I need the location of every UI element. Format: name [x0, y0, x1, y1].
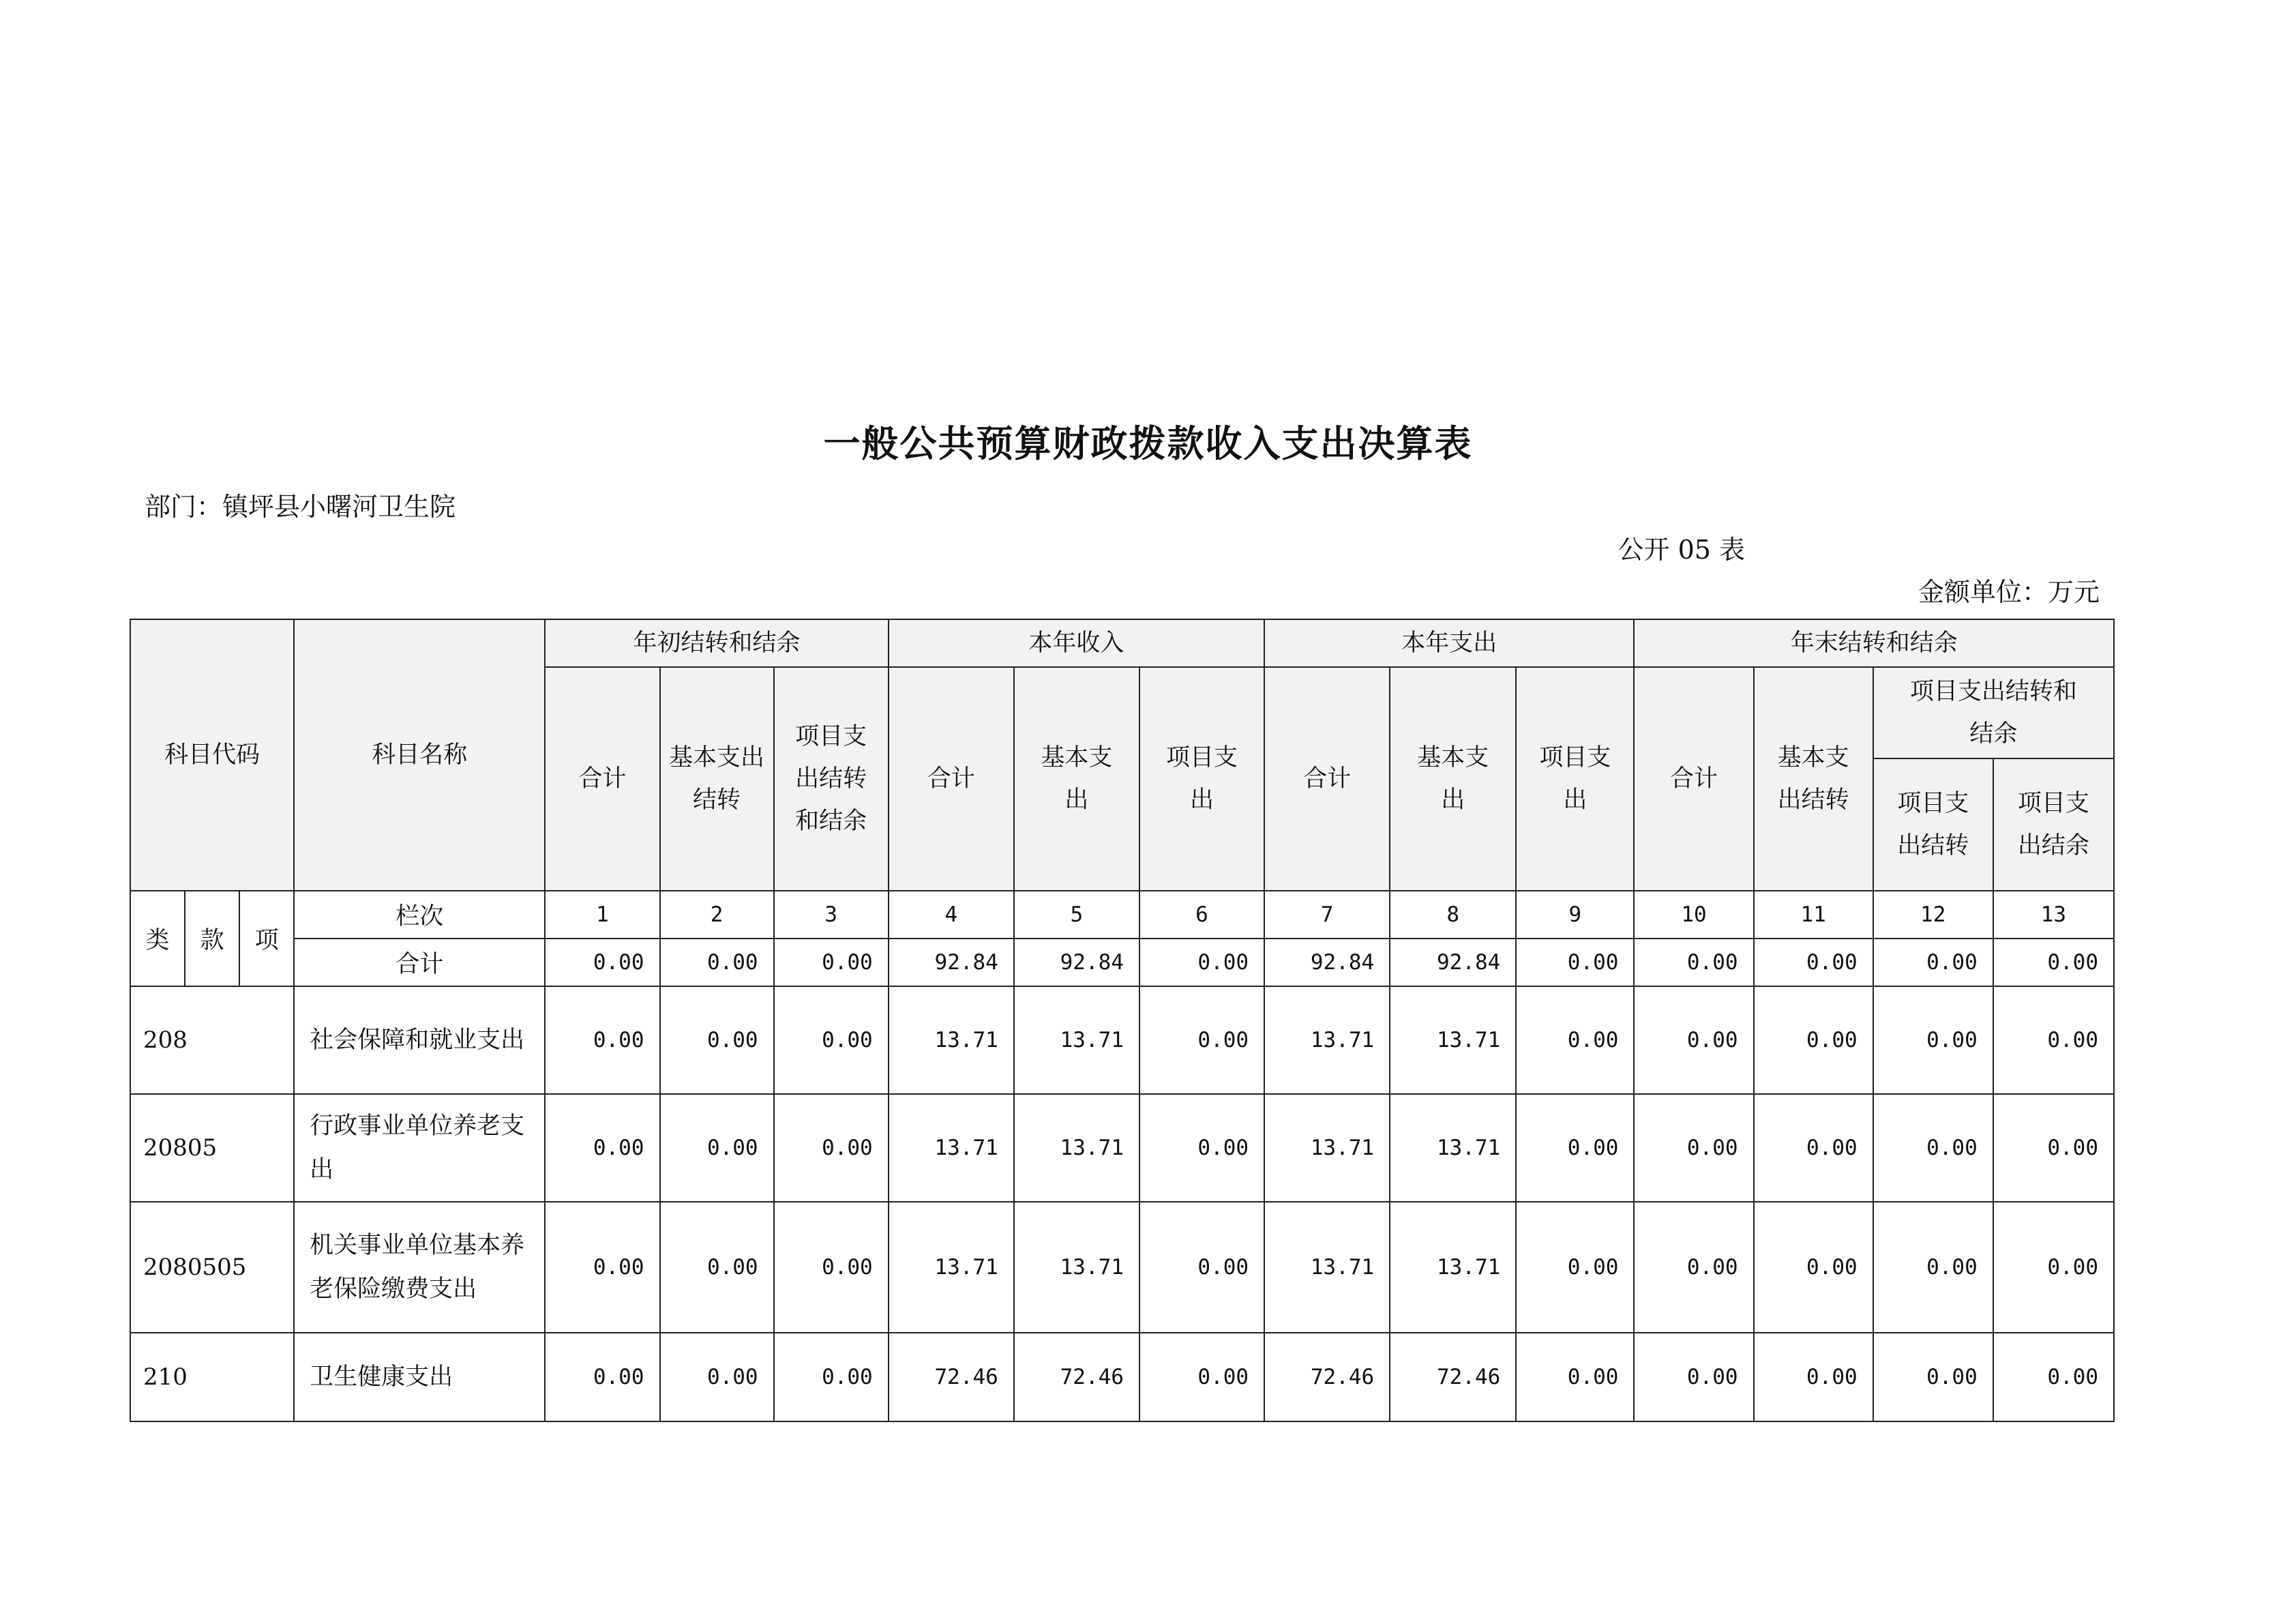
- cell-value: 0.00: [1516, 986, 1634, 1094]
- cell-value: 0.00: [1754, 1202, 1873, 1333]
- cell-value: 0.00: [1993, 1333, 2114, 1421]
- cell-value: 0.00: [774, 1333, 889, 1421]
- cell-value: 0.00: [545, 939, 659, 986]
- cell-value: 0.00: [660, 1094, 774, 1202]
- column-number: 11: [1754, 891, 1873, 939]
- subject-code: 210: [130, 1333, 294, 1421]
- header-subject-code: 科目代码: [130, 619, 294, 891]
- cell-value: 0.00: [660, 1333, 774, 1421]
- column-number: 9: [1516, 891, 1634, 939]
- cell-value: 0.00: [1873, 1094, 1993, 1202]
- cell-value: 0.00: [1139, 986, 1264, 1094]
- cell-value: 0.00: [1873, 1333, 1993, 1421]
- column-number: 12: [1873, 891, 1993, 939]
- header-project-expense: 项目支出: [1139, 667, 1264, 891]
- header-project-balance: 项目支出结余: [1993, 758, 2114, 891]
- subject-code: 208: [130, 986, 294, 1094]
- row-lanci-label: 栏次: [294, 891, 545, 939]
- cell-value: 13.71: [1014, 1094, 1139, 1202]
- header-total: 合计: [545, 667, 659, 891]
- cell-value: 0.00: [1873, 1202, 1993, 1333]
- column-number: 2: [660, 891, 774, 939]
- column-number: 6: [1139, 891, 1264, 939]
- cell-value: 92.84: [1390, 939, 1516, 986]
- header-kuan: 款: [185, 891, 239, 986]
- cell-value: 0.00: [1754, 1094, 1873, 1202]
- header-basic-carry: 基本支出结转: [660, 667, 774, 891]
- cell-value: 0.00: [545, 986, 659, 1094]
- table-row: [130, 1094, 2114, 1202]
- column-number: 4: [889, 891, 1014, 939]
- cell-value: 0.00: [660, 1202, 774, 1333]
- cell-value: 0.00: [1139, 1202, 1264, 1333]
- amount-unit: 金额单位：万元: [1918, 577, 2100, 607]
- cell-value: 0.00: [1516, 1202, 1634, 1333]
- cell-value: 13.71: [889, 986, 1014, 1094]
- header-project-carry-group: 项目支出结转和结余: [1873, 667, 2114, 758]
- cell-value: 72.46: [1390, 1333, 1516, 1421]
- cell-value: 0.00: [1993, 1094, 2114, 1202]
- column-number: 5: [1014, 891, 1139, 939]
- department-label: 部门：镇坪县小曙河卫生院: [145, 492, 456, 522]
- cell-value: 0.00: [1873, 939, 1993, 986]
- header-group-closing: 年末结转和结余: [1634, 619, 2114, 667]
- cell-value: 0.00: [1516, 939, 1634, 986]
- subject-name: 卫生健康支出: [294, 1333, 545, 1421]
- cell-value: 0.00: [1634, 939, 1753, 986]
- cell-value: 13.71: [1014, 1202, 1139, 1333]
- cell-value: 13.71: [1264, 1202, 1390, 1333]
- cell-value: 0.00: [1993, 939, 2114, 986]
- column-number: 8: [1390, 891, 1516, 939]
- subject-code: 2080505: [130, 1202, 294, 1333]
- cell-value: 92.84: [1264, 939, 1390, 986]
- cell-value: 13.71: [1390, 986, 1516, 1094]
- header-total: 合计: [1264, 667, 1390, 891]
- total-label: 合计: [294, 939, 545, 986]
- cell-value: 92.84: [1014, 939, 1139, 986]
- column-number: 3: [774, 891, 889, 939]
- cell-value: 72.46: [1264, 1333, 1390, 1421]
- table-row: [130, 1333, 2114, 1421]
- header-subject-name: 科目名称: [294, 619, 545, 891]
- header-lei: 类: [130, 891, 185, 986]
- cell-value: 13.71: [1390, 1202, 1516, 1333]
- header-basic-carry: 基本支出结转: [1754, 667, 1873, 891]
- cell-value: 0.00: [774, 939, 889, 986]
- cell-value: 0.00: [1634, 1094, 1753, 1202]
- header-project-carry: 项目支出结转: [1873, 758, 1993, 891]
- cell-value: 0.00: [1634, 986, 1753, 1094]
- cell-value: 0.00: [1139, 1094, 1264, 1202]
- cell-value: 0.00: [774, 1202, 889, 1333]
- cell-value: 0.00: [545, 1202, 659, 1333]
- header-total: 合计: [889, 667, 1014, 891]
- cell-value: 13.71: [1264, 1094, 1390, 1202]
- budget-table: [130, 619, 2115, 1422]
- cell-value: 0.00: [545, 1094, 659, 1202]
- subject-name: 机关事业单位基本养老保险缴费支出: [294, 1202, 545, 1333]
- cell-value: 72.46: [1014, 1333, 1139, 1421]
- table-row: [130, 1202, 2114, 1333]
- cell-value: 13.71: [1390, 1094, 1516, 1202]
- column-number: 1: [545, 891, 659, 939]
- cell-value: 0.00: [774, 1094, 889, 1202]
- cell-value: 0.00: [1993, 986, 2114, 1094]
- column-number: 10: [1634, 891, 1753, 939]
- cell-value: 72.46: [889, 1333, 1014, 1421]
- header-project-expense: 项目支出: [1516, 667, 1634, 891]
- table-row-total: [130, 939, 2114, 986]
- cell-value: 13.71: [889, 1202, 1014, 1333]
- cell-value: 0.00: [1634, 1333, 1753, 1421]
- cell-value: 0.00: [660, 939, 774, 986]
- header-basic-expense: 基本支出: [1390, 667, 1516, 891]
- cell-value: 0.00: [1754, 1333, 1873, 1421]
- cell-value: 92.84: [889, 939, 1014, 986]
- column-number: 13: [1993, 891, 2114, 939]
- header-group-income: 本年收入: [889, 619, 1264, 667]
- table-row: [130, 986, 2114, 1094]
- header-group-expense: 本年支出: [1264, 619, 1634, 667]
- header-xiang: 项: [239, 891, 294, 986]
- report-title: 一般公共预算财政拨款收入支出决算表: [823, 422, 1473, 465]
- cell-value: 0.00: [1516, 1094, 1634, 1202]
- header-group-opening: 年初结转和结余: [545, 619, 888, 667]
- cell-value: 13.71: [1264, 986, 1390, 1094]
- cell-value: 0.00: [1993, 1202, 2114, 1333]
- cell-value: 0.00: [1754, 986, 1873, 1094]
- header-project-carry-balance: 项目支出结转和结余: [774, 667, 889, 891]
- cell-value: 0.00: [774, 986, 889, 1094]
- header-basic-expense: 基本支出: [1014, 667, 1139, 891]
- cell-value: 0.00: [1516, 1333, 1634, 1421]
- cell-value: 0.00: [545, 1333, 659, 1421]
- cell-value: 0.00: [660, 986, 774, 1094]
- cell-value: 13.71: [1014, 986, 1139, 1094]
- cell-value: 0.00: [1139, 939, 1264, 986]
- form-number: 公开 05 表: [1617, 535, 1745, 565]
- cell-value: 0.00: [1873, 986, 1993, 1094]
- column-number: 7: [1264, 891, 1390, 939]
- cell-value: 0.00: [1139, 1333, 1264, 1421]
- header-total: 合计: [1634, 667, 1753, 891]
- cell-value: 0.00: [1634, 1202, 1753, 1333]
- cell-value: 13.71: [889, 1094, 1014, 1202]
- cell-value: 0.00: [1754, 939, 1873, 986]
- subject-name: 社会保障和就业支出: [294, 986, 545, 1094]
- subject-name: 行政事业单位养老支出: [294, 1094, 545, 1202]
- subject-code: 20805: [130, 1094, 294, 1202]
